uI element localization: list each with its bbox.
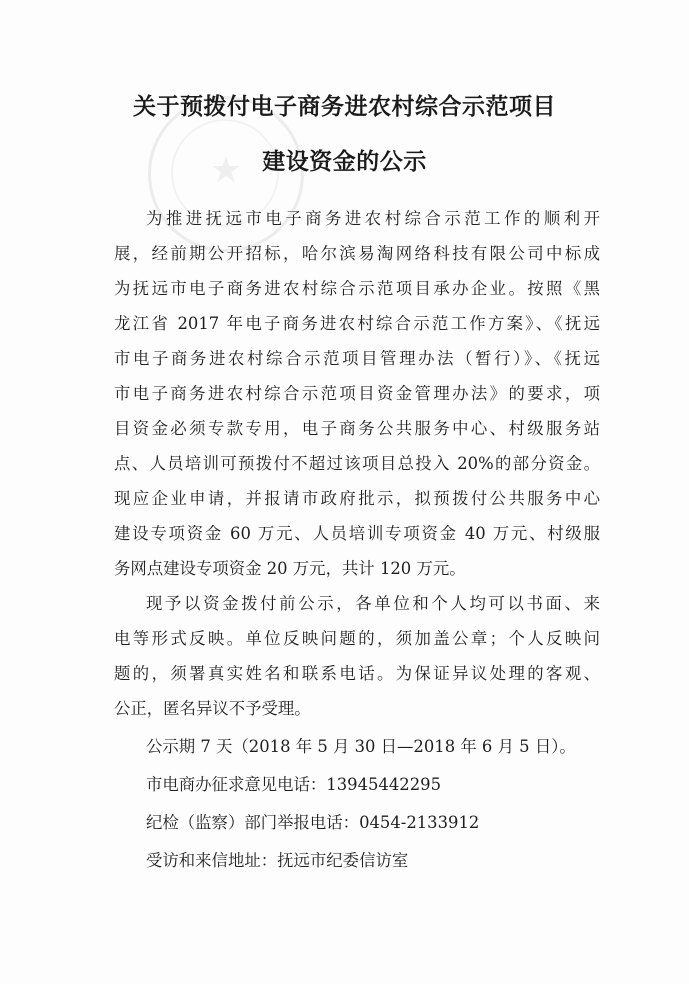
document-title-line-2: 建设资金的公示 <box>262 149 427 175</box>
paragraph-1-line: 为推进抚远市电子商务进农村综合示范工作的顺利开 <box>146 209 600 228</box>
paragraph-2-line: 题的，须署真实姓名和联系电话。为保证异议处理的客观、 <box>114 664 600 683</box>
report-phone: 纪检（监察）部门举报电话：0454-2133912 <box>146 813 480 832</box>
star-icon: ★ <box>209 150 243 191</box>
letter-address: 受访和来信地址：抚远市纪委信访室 <box>146 851 409 870</box>
paragraph-1-line: 现应企业申请，并报请市政府批示，拟预拨付公共服务中心 <box>114 489 600 508</box>
paragraph-2-line: 现予以资金拨付前公示，各单位和个人均可以书面、来 <box>146 594 600 613</box>
paragraph-1-line: 龙江省 2017 年电子商务进农村综合示范工作方案》、《抚远 <box>114 314 600 333</box>
notice-period: 公示期 7 天（2018 年 5 月 30 日—2018 年 6 月 5 日）。 <box>146 737 576 756</box>
opinion-phone: 市电商办征求意见电话：13945442295 <box>146 775 442 794</box>
paragraph-1-line: 建设专项资金 60 万元、人员培训专项资金 40 万元、村级服 <box>114 524 600 543</box>
paragraph-1-line: 目资金必须专款专用，电子商务公共服务中心、村级服务站 <box>114 419 600 438</box>
paragraph-1-line: 点、人员培训可预拨付不超过该项目总投入 20%的部分资金。 <box>114 454 600 473</box>
paragraph-1-line: 市电子商务进农村综合示范项目资金管理办法》的要求，项 <box>114 384 600 403</box>
paragraph-2-line: 电等形式反映。单位反映问题的，须加盖公章；个人反映问 <box>114 629 600 648</box>
paragraph-2-line: 公正，匿名异议不予受理。 <box>114 699 311 718</box>
paragraph-1-line: 务网点建设专项资金 20 万元，共计 120 万元。 <box>114 559 466 578</box>
paragraph-1-line: 展，经前期公开招标，哈尔滨易淘网络科技有限公司中标成 <box>114 244 600 263</box>
paragraph-1-line: 为抚远市电子商务进农村综合示范项目承办企业。按照《黑 <box>114 279 600 298</box>
document-title-line-1: 关于预拨付电子商务进农村综合示范项目 <box>133 94 556 120</box>
paragraph-1-line: 市电子商务进农村综合示范项目管理办法（暂行）》、《抚远 <box>114 349 600 368</box>
